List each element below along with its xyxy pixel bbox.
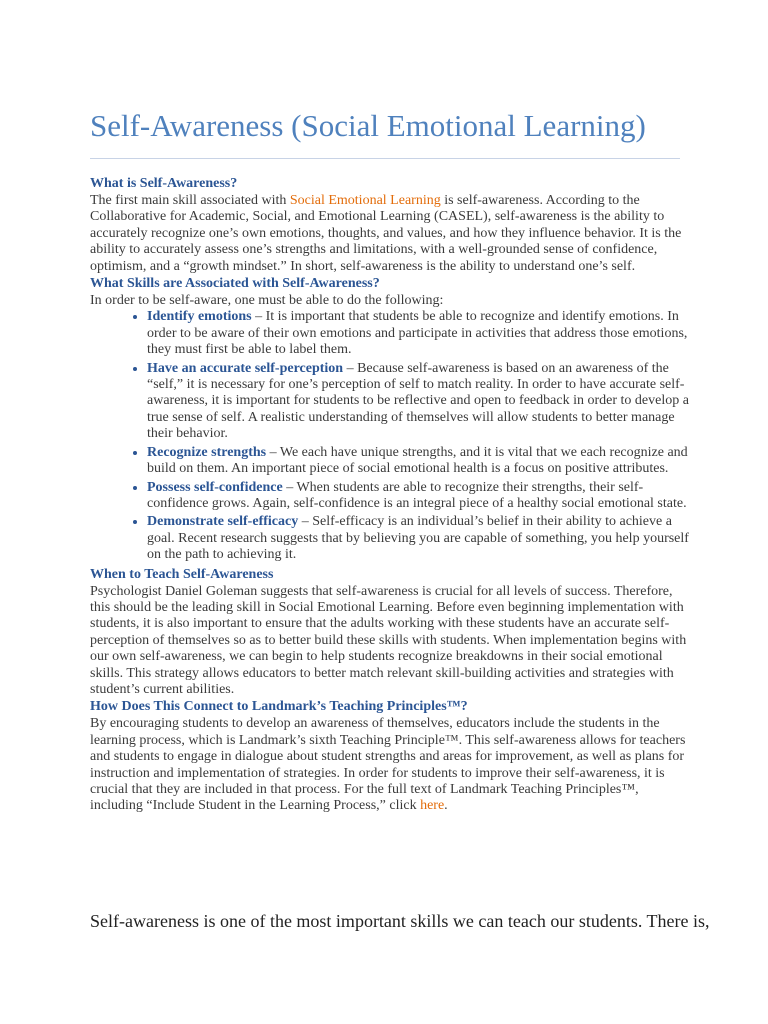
skill-term: Identify emotions <box>147 309 252 325</box>
list-item <box>147 361 690 443</box>
title-divider <box>90 158 680 159</box>
skill-text: – Self-efficacy is an individual’s belief in their ability to achieve a goal. Recent research suggests that by believing you are capable of something, you help yourself on the path to achieving it. <box>147 514 689 563</box>
list-item <box>147 445 690 478</box>
section-heading-when: When to Teach Self-Awareness <box>90 566 274 582</box>
skill-term: Recognize strengths <box>147 444 267 460</box>
article-body <box>90 175 690 815</box>
paragraph-text: The first main skill associated with <box>90 193 290 208</box>
section-heading-what-is: What is Self-Awareness? <box>90 176 238 191</box>
skills-intro: In order to be self-aware, one must be able to do the following: <box>90 293 444 309</box>
here-link[interactable]: here <box>420 798 445 814</box>
section-heading-skills: What Skills are Associated with Self-Awareness? <box>90 276 380 292</box>
list-item <box>147 309 690 358</box>
page-title: Self-Awareness (Social Emotional Learning) <box>90 108 646 143</box>
skill-term: Demonstrate self-efficacy <box>147 514 299 530</box>
section-heading-landmark: How Does This Connect to Landmark’s Teaching Principles™? <box>90 699 468 715</box>
section-paragraph-landmark <box>90 716 690 814</box>
list-item <box>147 514 690 563</box>
paragraph-text: . <box>444 798 448 814</box>
paragraph-text: By encouraging students to develop an awareness of themselves, educators include the students in the learning process, which is Landmark’s sixth Teaching Principle™. This self-awareness allows for teachers and students to engage in dialogue about student strengths and areas for improvement, as well as plans for instruction and implementation of strategies. In order for students to improve their self-awareness, it is crucial that they are included in that process. For the full text of Landmark Teaching Principles™, including “Include Student in the Learning Process,” click <box>90 716 686 814</box>
skill-text: – When students are able to recognize their strengths, their self-confidence grows. Again, self-confidence is an integral piece of a healthy social emotional state. <box>147 479 687 511</box>
closing-paragraph: Self-awareness is one of the most important skills we can teach our students. There is, <box>90 911 710 931</box>
paragraph-text: is self-awareness. According to the Collaborative for Academic, Social, and Emotional Learning (CASEL), self-awareness is the ability to accurately recognize one’s own emotions, thoughts, and values, and how they influence behavior. It is the ability to accurately assess one’s strengths and limitations, with a well-grounded sense of confidence, optimism, and a “growth mindset.” In short, self-awareness is the ability to understand one’s self. <box>90 193 682 274</box>
skill-text: – Because self-awareness is based on an awareness of the “self,” it is necessary for one’s perception of self to match reality. In order to have accurate self-awareness, it is important for students to be reflective and open to feedback in order to develop a true sense of self. A realistic understanding of themselves will allow students to better manage their behavior. <box>147 360 689 442</box>
skill-term: Have an accurate self-perception <box>147 360 344 376</box>
skill-text: – It is important that students be able to recognize and identify emotions. In order to be aware of their own emotions and participate in activities that address those emotions, they must first be able to label them. <box>147 309 688 358</box>
section-paragraph-when: Psychologist Daniel Goleman suggests that self-awareness is crucial for all levels of success. Therefore, this should be the leading skill in Social Emotional Learning. Before even beginning implementation with students, it is also important to ensure that the adults working with these students have an accurate self-perception of themselves so as to better build these skills with students. When implementation begins with our own self-awareness, we can begin to help students recognize breakdowns in their social emotional skills. This strategy allows educators to better match relevant skill-building activities and strategies with student’s current abilities. <box>90 583 687 697</box>
skills-list <box>90 309 690 563</box>
skill-text: – We each have unique strengths, and it is vital that we each recognize and build on them. An important piece of social emotional health is a focus on positive attributes. <box>147 444 688 477</box>
section-paragraph-what-is <box>90 193 690 275</box>
skill-term: Possess self-confidence <box>147 479 283 495</box>
list-item <box>147 480 690 513</box>
sel-link[interactable]: Social Emotional Learning <box>289 193 441 208</box>
